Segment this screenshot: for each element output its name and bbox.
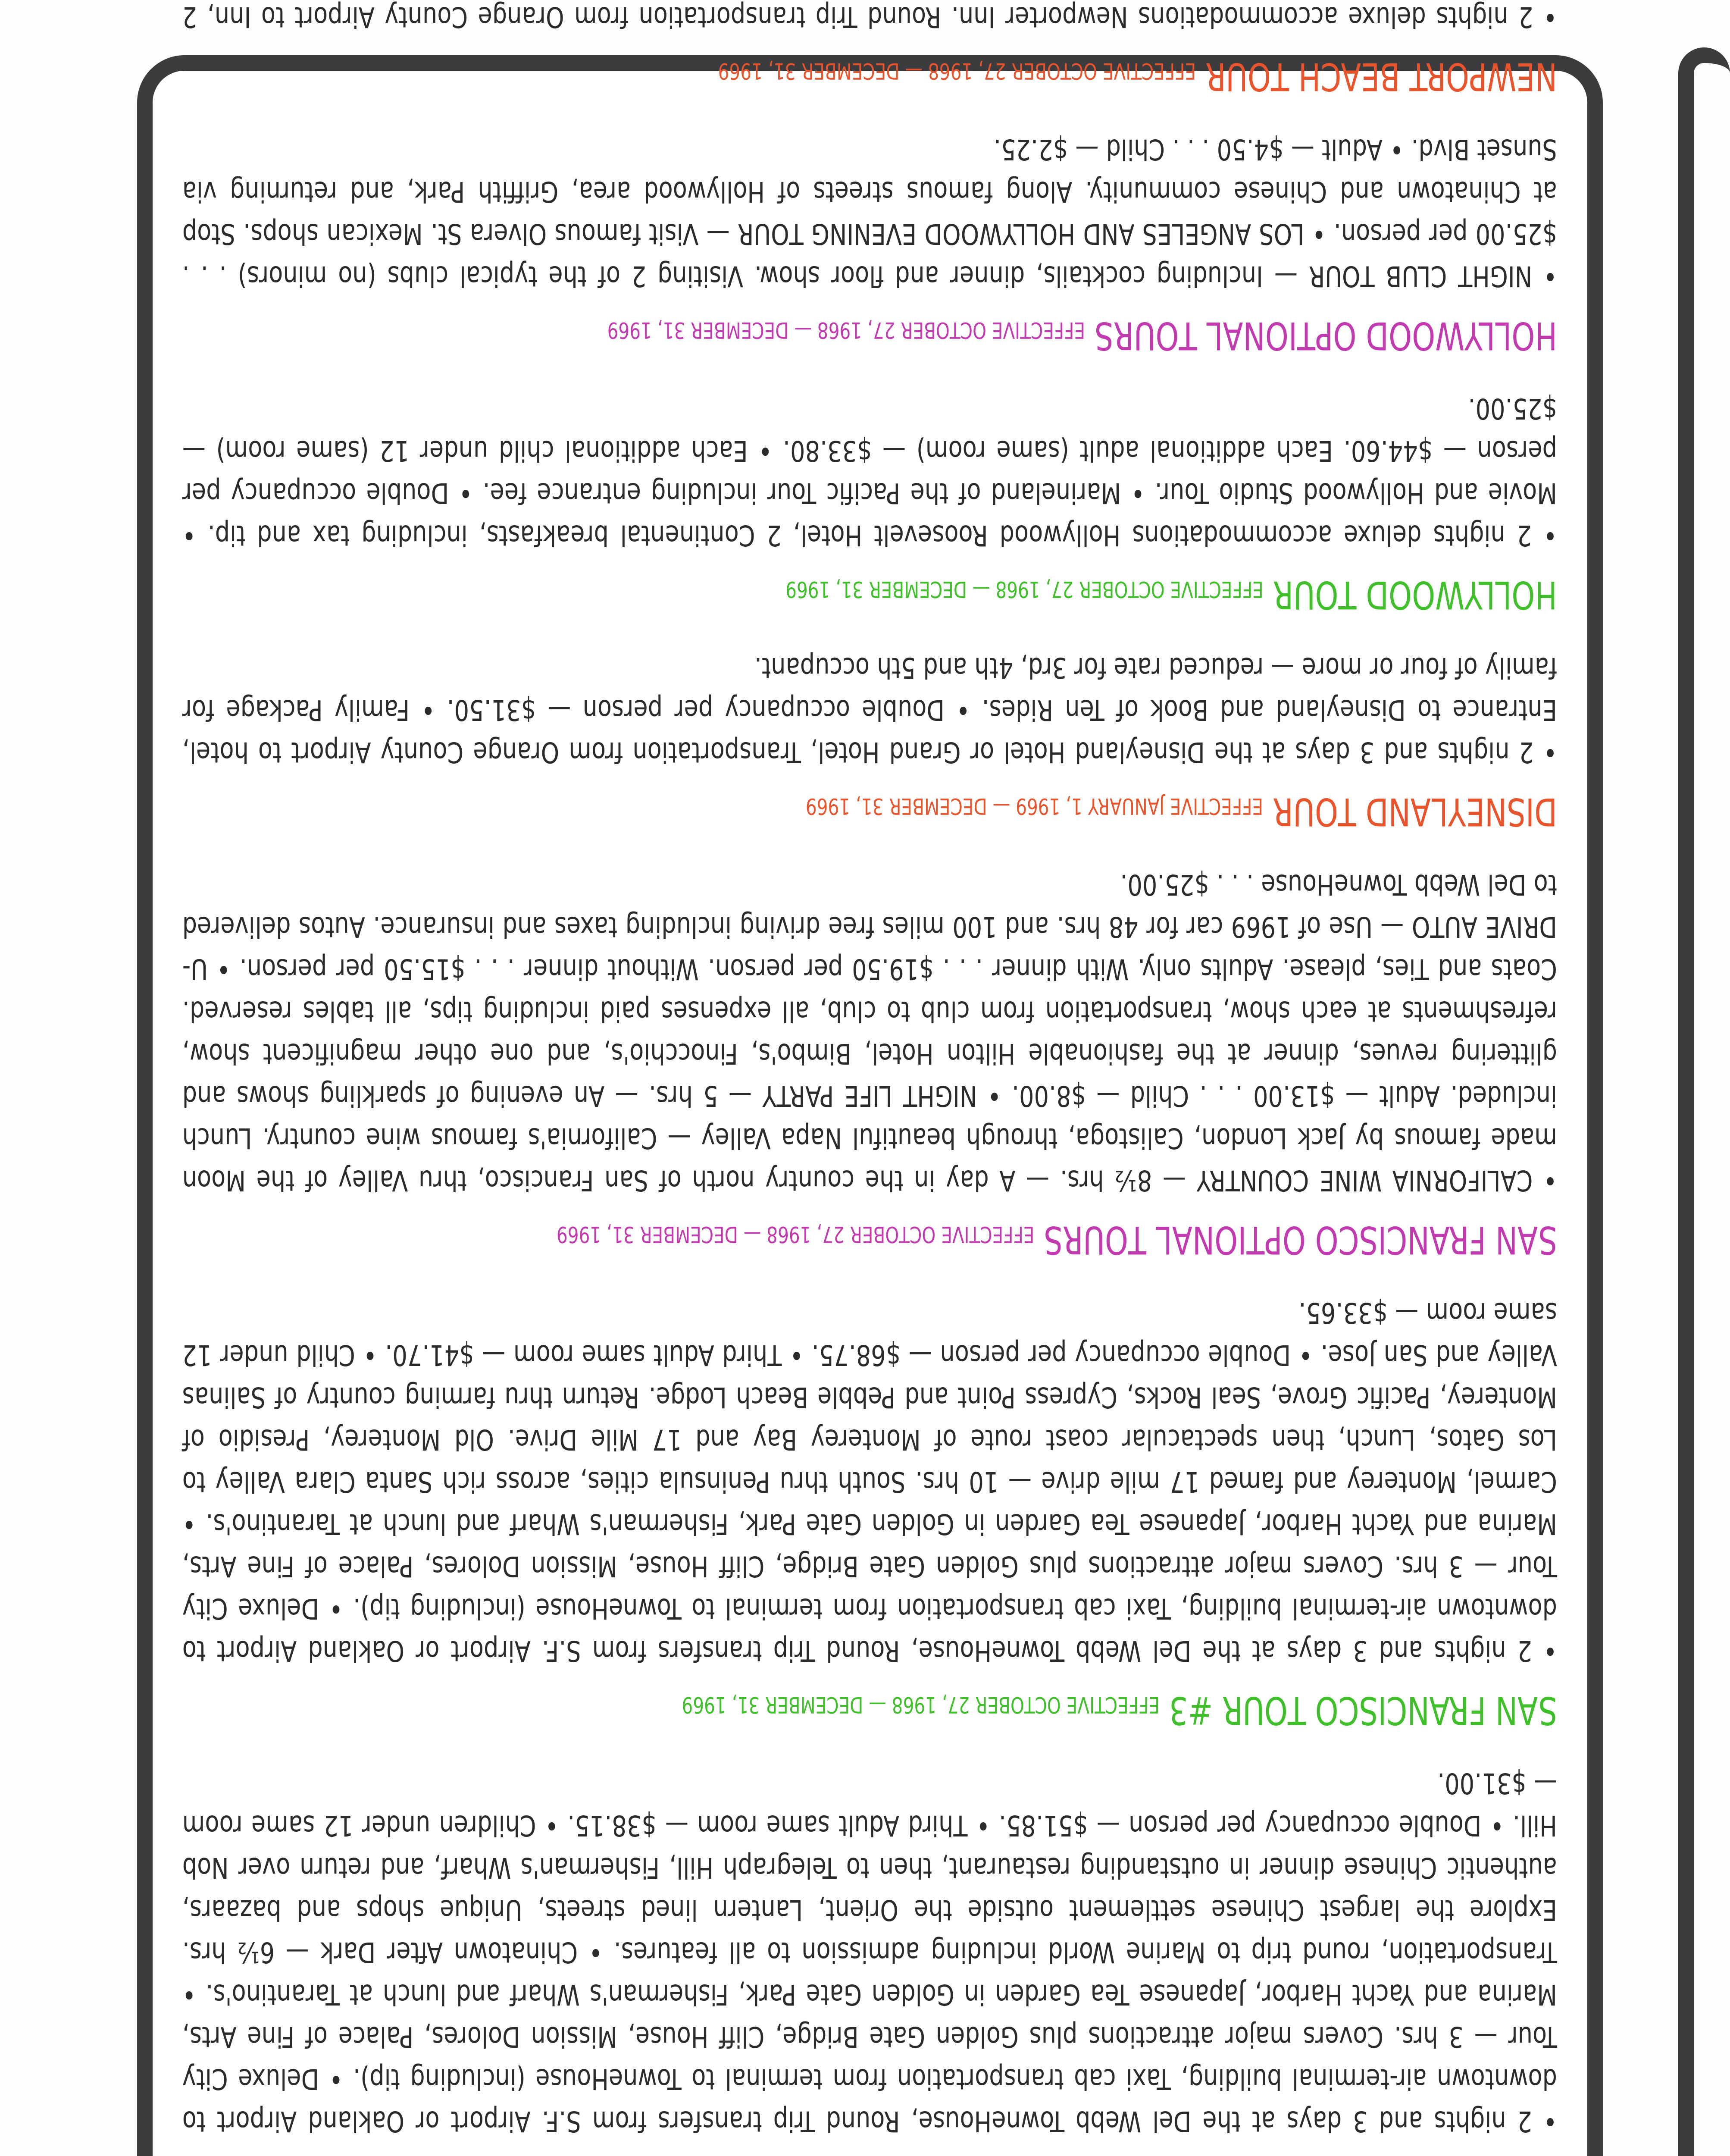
section-hollywood-tour xyxy=(183,387,1557,616)
section-disneyland-tour xyxy=(183,646,1557,833)
section-newport-beach-tour xyxy=(183,0,1557,98)
section-title: HOLLYWOOD OPTIONAL TOURS xyxy=(1095,313,1557,358)
section-title: SAN FRANCISCO TOUR #3 xyxy=(1169,1688,1557,1733)
section-sf-optional-tours xyxy=(183,863,1557,1261)
section-sf-tour-3 xyxy=(183,1291,1557,1732)
section-effective-dates: EFFECTIVE OCTOBER 27, 1968 — DECEMBER 31, 1969 xyxy=(607,317,1086,343)
brochure-frame-rotated xyxy=(137,0,1603,2156)
section-effective-dates: EFFECTIVE OCTOBER 27, 1968 — DECEMBER 31, 1969 xyxy=(682,1692,1160,1717)
section-title: HOLLYWOOD TOUR xyxy=(1273,573,1557,617)
adjacent-page-frame-edge xyxy=(1678,47,1730,2156)
section-body: • 2 nights and 3 days at the Del Webb TowneHouse, Round Trip transfers from S.F. Airport or Oakland Airport to downtown air-terminal building, Taxi cab transportation from terminal to TowneHouse (including tip). • Deluxe City Tour — 3 hrs. Covers major attractions plus Golden Gate Bridge, Cliff House, Mission Dolores, Palace of Fine Arts, Marina and Yacht Harbor, Japanese Tea Garden in Golden Gate Park, Fisherman's Wharf and lunch at Tarantino's. • Carmel, Monterey and famed 17 mile drive — 10 hrs. South thru Peninsula cities, across rich Santa Clara Valley to Los Gatos, Lunch, then spectacular coast route of Monterey Bay and 17 Mile Drive. Old Monterey, Presidio of Monterey, Pacific Grove, Seal Rocks, Cypress Point and Pebble Beach Lodge. Return thru farming country of Salinas Valley and San Jose. • Double occupancy per person — $68.75. • Third Adult same room — $41.70. • Child under 12 same room — $33.65. xyxy=(182,1296,1557,1667)
section-heading xyxy=(485,567,1557,616)
section-heading xyxy=(485,2153,1557,2156)
section-heading xyxy=(485,49,1557,98)
section-effective-dates: EFFECTIVE OCTOBER 27, 1968 — DECEMBER 31, 1969 xyxy=(718,58,1196,84)
section-effective-dates: EFFECTIVE OCTOBER 27, 1968 — DECEMBER 31, 1969 xyxy=(785,576,1264,602)
brochure-content xyxy=(182,0,1557,2156)
section-heading xyxy=(485,1213,1557,1261)
section-heading xyxy=(485,784,1557,833)
section-body: • NIGHT CLUB TOUR — Including cocktails, dinner and floor show. Visiting 2 of the typical clubs (no minors) . . . $25.00 per person. • LOS ANGELES AND HOLLYWOOD EVENING TOUR — Visit famous Olvera St. Mexican shops. Stop at Chinatown and Chinese community. Along famous streets of Hollywood area, Griffith Park, and returning via Sunset Blvd. • Adult — $4.50 . . . Child — $2.25. xyxy=(182,133,1557,293)
section-body: • 2 nights deluxe accommodations Hollywood Roosevelt Hotel, 2 Continental breakfasts, including tax and tip. • Movie and Hollywood Studio Tour. • Marineland of the Pacific Tour including entrance fee. • Double occupancy per person — $44.60. Each additional adult (same room) — $33.80. • Each additional child under 12 (same room) — $25.00. xyxy=(182,392,1557,552)
section-heading xyxy=(485,1683,1557,1732)
section-title: SAN FRANCISCO OPTIONAL TOURS xyxy=(1044,1218,1557,1262)
section-heading xyxy=(485,308,1557,357)
section-effective-dates: EFFECTIVE OCTOBER 27, 1968 — DECEMBER 31, 1969 xyxy=(556,1221,1035,1247)
section-hollywood-optional-tours xyxy=(183,128,1557,357)
section-title: DISNEYLAND TOUR xyxy=(1273,790,1557,834)
section-title: NEWPORT BEACH TOUR xyxy=(1205,54,1557,99)
section-body: • 2 nights deluxe accommodations Newporter Inn. Round Trip transportation from Orange County Airport to Inn, 2 xyxy=(182,0,1557,34)
section-effective-dates: EFFECTIVE JANUARY 1, 1969 — DECEMBER 31, 1969 xyxy=(805,793,1264,819)
section-body: • 2 nights and 3 days at the Del Webb TowneHouse, Round Trip transfers from S.F. Airport or Oakland Airport to downtown air-terminal building, Taxi cab transportation from terminal to TowneHouse (including tip). • Deluxe City Tour — 3 hrs. Covers major attractions plus Golden Gate Bridge, Cliff House, Mission Dolores, Palace of Fine Arts, Marina and Yacht Harbor, Japanese Tea Garden in Golden Gate Park, Fisherman's Wharf and lunch at Tarantino's. • Transportation, round trip to Marine World including admission to all features. • Chinatown After Dark — 6½ hrs. Explore the largest Chinese settlement outside the Orient, Lantern lined streets, Unique shops and bazaars, authentic Chinese dinner in outstanding restaurant, then to Telegraph Hill, Fisherman's Wharf, and return over Nob Hill. • Double occupancy per person — $51.85. • Third Adult same room — $38.15. • Children under 12 same room — $31.00. xyxy=(182,1767,1557,2138)
section-body: • 2 nights and 3 days at the Disneyland Hotel or Grand Hotel, Transportation from Orange County Airport to hotel, Entrance to Disneyland and Book of Ten Rides. • Double occupancy per person — $31.50. • Family Package for family of four or more — reduced rate for 3rd, 4th and 5th occupant. xyxy=(182,651,1557,769)
section-sf-tour-2 xyxy=(183,1762,1557,2156)
section-body: • CALIFORNIA WINE COUNTRY — 8½ hrs. — A day in the country north of San Francisco, thru Valley of the Moon made famous by Jack London, Calistoga, through beautiful Napa Valley — California's famous wine country. Lunch included. Adult — $13.00 . . . Child — $8.00. • NIGHT LIFE PARTY — 5 hrs. — An evening of sparkling shows and glittering revues, dinner at the fashionable Hilton Hotel, Bimbo's, Finocchio's, and one other magnificent show, refreshments at each show, transportation from club to club, all expenses paid including tips, all tables reserved. Coats and Ties, please. Adults only. With dinner . . . $19.50 per person. Without dinner . . . $15.50 per person. • U-DRIVE AUTO — Use of 1969 car for 48 hrs. and 100 miles free driving including taxes and insurance. Autos delivered to Del Webb TowneHouse . . . $25.00. xyxy=(182,868,1557,1197)
